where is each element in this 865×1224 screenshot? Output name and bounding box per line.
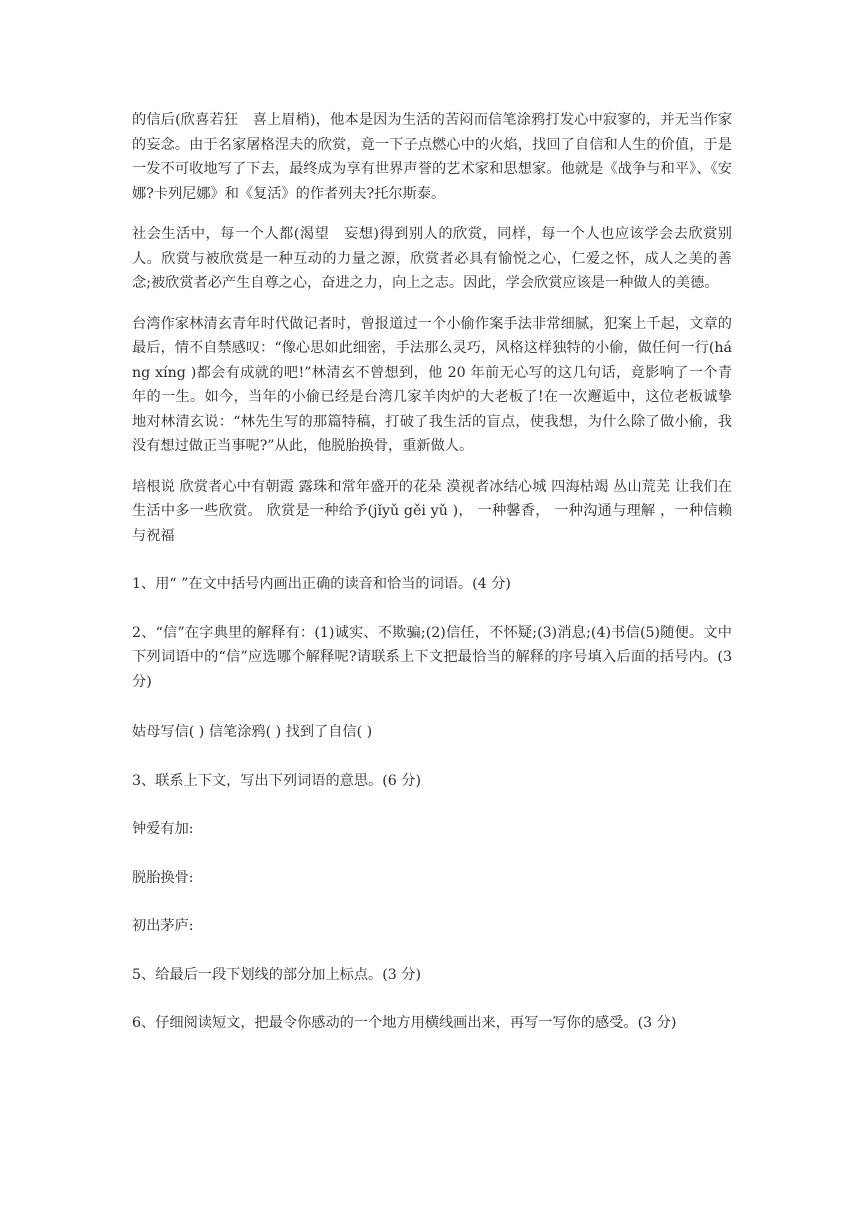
question-2-items: 姑母写信( ) 信笔涂鸦( ) 找到了自信( ) bbox=[132, 724, 373, 740]
paragraph-tolstoy: 的信后(欣喜若狂 喜上眉梢)，他本是因为生活的苦闷而信笔涂鸦打发心中寂寥的，并无当作家的妄念。由于名家屠格涅夫的欣赏，竟一下子点燃心中的火焰，找回了自信和人生的价值，于是一发不可收地写了下去，最终成为享有世界声誉的艺术家和思想家。他就是《战争与和平》、《安娜?卡列尼娜》和《复活》的作者列夫?托尔斯泰。 bbox=[132, 112, 732, 202]
question-3-word-2: 脱胎换骨: bbox=[132, 869, 194, 886]
question-3-word-1: 钟爱有加: bbox=[132, 821, 194, 837]
document-page bbox=[132, 108, 732, 1060]
question-5: 5、给最后一段下划线的部分加上标点。(3 分) bbox=[132, 966, 422, 983]
paragraph-appreciation: 社会生活中，每一个人都(渴望 妄想)得到别人的欣赏，同样，每一个人也应该学会去欣赏别人。欣赏与被欣赏是一种互动的力量之源，欣赏者必具有愉悦之心，仁爱之怀，成人之美的善念;被欣赏者必产生自尊之心，奋进之力，向上之志。因此，学会欣赏应该是一种做人的美德。 bbox=[132, 226, 732, 291]
question-6: 6、仔细阅读短文，把最令你感动的一个地方用横线画出来，再写一写你的感受。(3 分) bbox=[132, 1015, 677, 1031]
question-2: 2、“信”在字典里的解释有：(1)诚实、不欺骗;(2)信任，不怀疑;(3)消息;(4)书信(5)随便。文中下列词语中的“信”应选哪个解释呢?请联系上下文把最恰当的解释的序号填入后面的括号内。(3 分) bbox=[132, 624, 732, 690]
question-3: 3、联系上下文，写出下列词语的意思。(6 分) bbox=[132, 772, 422, 789]
paragraph-bacon: 培根说 欣赏者心中有朝霞 露珠和常年盛开的花朵 漠视者冰结心城 四海枯竭 丛山荒芜 让我们在生活中多一些欣赏。 欣赏是一种给予(jǐyǔ gěi yǔ )， 一种馨香， 一种沟通与理解 ，一种信赖与祝福 bbox=[132, 478, 732, 544]
question-1: 1、用“ ”在文中括号内画出正确的读音和恰当的词语。(4 分) bbox=[132, 576, 511, 592]
paragraph-lin-qingxuan: 台湾作家林清玄青年时代做记者时，曾报道过一个小偷作案手法非常细腻，犯案上千起，文章的最后，情不自禁感叹：“像心思如此细密，手法那么灵巧，风格这样独特的小偷，做任何一行(háng xíng )都会有成就的吧!”林清玄不曾想到，他 20 年前无心写的这几句话，竟影响了一个青年的一生。如今，当年的小偷已经是台湾几家羊肉炉的大老板了!在一次邂逅中，这位老板诚挚地对林清玄说：“林先生写的那篇特稿，打破了我生活的盲点，使我想，为什么除了做小偷，我没有想过做正当事呢?”从此，他脱胎换骨，重新做人。 bbox=[132, 315, 732, 454]
question-3-word-3: 初出茅庐: bbox=[132, 918, 194, 934]
